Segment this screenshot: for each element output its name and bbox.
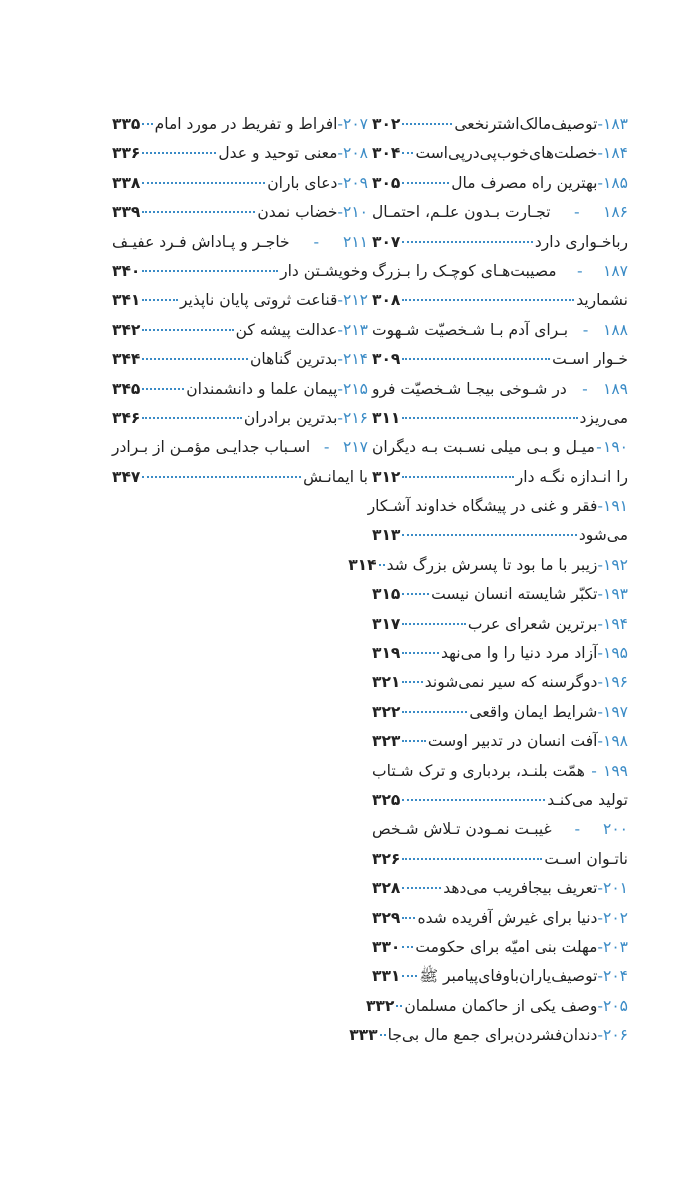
toc-entry-line: [112, 139, 368, 168]
toc-entry: [112, 198, 368, 227]
entry-title: دندان‌فشردن‌برای جمع مال بی‌جا: [387, 1026, 598, 1045]
toc-entry-line: [372, 169, 628, 198]
entry-dash: -: [582, 379, 588, 398]
entry-number: ۱۹۹: [603, 761, 628, 780]
entry-title: عدالت پیشه کن: [235, 320, 338, 339]
toc-entry: [372, 815, 628, 874]
entry-page-number: ۳۴۱: [112, 291, 141, 310]
entry-page-number: ۳۰۴: [372, 144, 401, 163]
dot-leader: [142, 328, 233, 331]
entry-dash: -: [597, 644, 604, 663]
entry-page-number: ۳۲۶: [372, 849, 401, 868]
toc-entry-line: [112, 110, 368, 139]
toc-entry: [372, 139, 628, 168]
entry-number: ۱۸۷: [603, 261, 628, 280]
entry-page-number: ۳۱۹: [372, 644, 401, 663]
toc-entry-line: [372, 904, 628, 933]
toc-entry-line: [112, 345, 368, 374]
dot-leader: [402, 798, 545, 801]
entry-title: تکبّر شایسته انسان نیست: [431, 585, 598, 604]
toc-entry-line: [372, 757, 628, 786]
dot-leader: [402, 916, 415, 919]
toc-entry: [112, 169, 368, 198]
toc-entry-line: [372, 110, 628, 139]
entry-dash: -: [597, 702, 604, 721]
toc-entry: [372, 757, 628, 816]
toc-entry: [112, 375, 368, 404]
entry-title: خاجـر و پـاداش فـرد عفیـف: [112, 232, 290, 251]
dot-leader: [402, 622, 465, 625]
entry-title: اسـباب جدایـی مؤمـن از بـرادر: [112, 438, 311, 457]
entry-page-number: ۳۲۳: [372, 732, 401, 751]
entry-title: خصلت‌های‌خوب‌پی‌درپی‌است: [415, 144, 598, 163]
entry-number: ۱۹۴: [603, 614, 628, 633]
entry-number: ۱۸۹: [603, 379, 628, 398]
entry-dash: -: [597, 732, 604, 751]
entry-number: ۲۱۶: [343, 408, 368, 427]
entry-title: وصف یکی از حاکمان مسلمان: [404, 996, 598, 1015]
entry-page-number: ۳۳۰: [372, 937, 401, 956]
toc-entry: [372, 904, 628, 933]
toc-entry-line: [365, 992, 628, 1021]
entry-page-number: ۳۴۷: [112, 467, 141, 486]
entry-page-number: ۳۰۹: [372, 350, 401, 369]
entry-page-number: ۳۰۵: [372, 173, 401, 192]
entry-page-number: ۳۳۲: [365, 996, 395, 1015]
toc-entry-line: [372, 316, 628, 345]
dot-leader: [142, 357, 248, 360]
entry-title: همّت بلنـد، بردباری و ترک شـتاب: [372, 761, 585, 780]
entry-title-continued: با ایمانـش: [303, 467, 368, 486]
toc-entry-line: [112, 169, 368, 198]
toc-entry-line: [372, 345, 628, 374]
entry-number: ۲۱۵: [343, 379, 368, 398]
dot-leader: [142, 298, 178, 301]
entry-title-continued: می‌شود: [578, 526, 628, 545]
entry-dash: -: [574, 820, 581, 839]
toc-entry-line: [372, 228, 628, 257]
entry-dash: -: [337, 379, 344, 398]
entry-title: افراط و تفریط در مورد امام: [154, 115, 338, 133]
dot-leader: [402, 739, 425, 742]
entry-title: دنیا برای غیرش آفریده شده: [417, 908, 598, 927]
entry-number: ۱۹۶: [603, 673, 628, 692]
entry-number: ۱۹۸: [603, 732, 628, 751]
entry-number: ۲۰۸: [343, 144, 368, 163]
toc-entry-line: [349, 1021, 628, 1050]
toc-entry: [372, 874, 628, 903]
toc-entry-line: [372, 198, 628, 227]
dot-leader: [402, 298, 574, 301]
toc-entry-line: [112, 375, 368, 404]
toc-entry: [372, 198, 628, 257]
entry-number: ۲۰۵: [603, 996, 628, 1015]
entry-number: ۲۰۴: [603, 967, 628, 986]
entry-title: مصیبت‌هـای کوچـک را بـزرگ: [372, 261, 557, 280]
entry-dash: -: [574, 203, 580, 222]
dot-leader: [402, 533, 576, 536]
toc-entry: [372, 933, 628, 962]
toc-entry: [349, 1021, 628, 1050]
toc-entry: [112, 228, 368, 287]
entry-title: معنی توحید و عدل: [218, 144, 338, 163]
toc-entry-line: [372, 786, 628, 815]
entry-page-number: ۳۰۲: [372, 115, 401, 133]
entry-number: ۲۱۰: [343, 203, 368, 222]
toc-entry-line: [372, 698, 628, 727]
entry-title-continued: می‌ریزد: [579, 408, 628, 427]
entry-number: ۲۰۷: [343, 115, 368, 133]
entry-title: قناعت ثروتی پایان ناپذیر: [179, 291, 338, 310]
dot-leader: [142, 416, 241, 419]
entry-dash: -: [597, 996, 604, 1015]
entry-page-number: ۳۲۲: [372, 702, 401, 721]
entry-dash: -: [597, 967, 604, 986]
dot-leader: [142, 181, 265, 184]
entry-number: ۲۱۷: [343, 438, 368, 457]
entry-page-number: ۳۲۵: [372, 790, 401, 809]
entry-number: ۱۹۲: [603, 555, 628, 574]
entry-dash: -: [597, 585, 604, 604]
entry-dash: -: [337, 291, 344, 310]
entry-page-number: ۳۳۵: [112, 115, 141, 133]
dot-leader: [142, 151, 216, 154]
dot-leader: [402, 475, 513, 478]
entry-dash: -: [597, 115, 604, 133]
entry-dash: -: [337, 144, 344, 163]
dot-leader: [402, 710, 467, 713]
entry-title: دوگرسنه که سیر نمی‌شوند: [424, 673, 598, 692]
entry-page-number: ۳۱۱: [372, 408, 401, 427]
toc-entry: [112, 433, 368, 492]
toc-entry-line: [372, 639, 628, 668]
dot-leader: [379, 563, 385, 566]
dot-leader: [142, 269, 278, 272]
entry-title: آفت انسان در تدبیر اوست: [427, 732, 598, 751]
entry-page-number: ۳۱۴: [348, 555, 377, 574]
entry-title: آزاد مرد دنیا را وا می‌نهد: [441, 644, 598, 663]
toc-entry-line: [372, 404, 628, 433]
dot-leader: [402, 151, 413, 154]
entry-page-number: ۳۰۸: [372, 291, 401, 310]
entry-title: توصیف‌مالک‌اشترنخعی: [454, 115, 598, 133]
entry-page-number: ۳۳۶: [112, 144, 141, 163]
entry-dash: -: [337, 115, 344, 133]
toc-entry: [112, 139, 368, 168]
entry-number: ۱۹۳: [603, 585, 628, 604]
entry-page-number: ۳۴۵: [112, 379, 141, 398]
entry-title: فقر و غنی در پیشگاه خداوند آشـکار: [367, 497, 598, 516]
toc-entry: [365, 992, 628, 1021]
entry-page-number: ۳۱۲: [372, 467, 401, 486]
entry-dash: -: [337, 408, 344, 427]
entry-page-number: ۳۳۳: [349, 1026, 378, 1045]
entry-dash: -: [582, 320, 589, 339]
dot-leader: [142, 210, 255, 213]
toc-entry: [112, 404, 368, 433]
entry-number: ۲۱۴: [343, 350, 368, 369]
entry-title: پیمان علما و دانشمندان: [186, 379, 338, 398]
entry-title-continued: ناتـوان اسـت: [544, 849, 628, 868]
toc-entry: [372, 433, 628, 492]
toc-entry-line: [372, 375, 628, 404]
entry-title-continued: تولید می‌کنـد: [547, 790, 628, 809]
entry-number: ۱۸۵: [603, 173, 628, 192]
dot-leader: [402, 680, 422, 683]
dot-leader: [402, 592, 429, 595]
toc-entry-line: [112, 433, 368, 462]
toc-entry: [372, 375, 628, 434]
toc-entry-line: [112, 257, 368, 286]
dot-leader: [402, 122, 452, 125]
entry-dash: -: [597, 614, 604, 633]
entry-number: ۲۱۲: [343, 291, 368, 310]
toc-entry-line: [372, 962, 628, 991]
entry-title: توصیف‌یاران‌باوفای‌پیامبر ﷺ: [419, 967, 598, 986]
entry-title: بدترین گناهان: [250, 350, 338, 369]
entry-dash: -: [597, 937, 604, 956]
dot-leader: [402, 974, 417, 977]
toc-entry: [372, 316, 628, 375]
entry-title: برترین شعرای عرب: [467, 614, 598, 633]
toc-entry-line: [372, 521, 628, 550]
entry-title: میـل و بـی میلی نسـبت بـه دیگران: [372, 438, 595, 457]
toc-entry: [372, 580, 628, 609]
entry-dash: -: [597, 673, 604, 692]
toc-entry: [372, 639, 628, 668]
entry-title-continued: وخویشـتن دار: [280, 261, 368, 280]
entry-page-number: ۳۴۶: [112, 408, 141, 427]
dot-leader: [142, 387, 184, 390]
dot-leader: [380, 1033, 386, 1036]
toc-entry: [367, 492, 628, 551]
toc-entry-line: [112, 198, 368, 227]
toc-entry-line: [112, 463, 368, 492]
entry-title: تعریف بیجافریب می‌دهد: [443, 879, 598, 898]
toc-entry-line: [372, 727, 628, 756]
entry-number: ۱۹۰: [603, 438, 628, 457]
entry-page-number: ۳۴۴: [112, 350, 141, 369]
toc-left-column: [112, 110, 368, 492]
entry-number: ۱۹۷: [603, 702, 628, 721]
entry-number: ۲۰۰: [603, 820, 628, 839]
dot-leader: [402, 357, 550, 360]
dot-leader: [402, 886, 441, 889]
entry-dash: -: [337, 320, 344, 339]
entry-number: ۲۰۱: [603, 879, 628, 898]
toc-entry-line: [112, 316, 368, 345]
entry-page-number: ۳۳۹: [112, 203, 141, 222]
entry-page-number: ۳۲۱: [372, 673, 401, 692]
toc-entry: [372, 169, 628, 198]
entry-dash: -: [577, 261, 583, 280]
toc-entry-line: [372, 580, 628, 609]
dot-leader: [142, 122, 152, 125]
dot-leader: [396, 1004, 402, 1007]
dot-leader: [402, 651, 439, 654]
entry-dash: -: [597, 497, 604, 516]
entry-page-number: ۳۴۰: [112, 261, 141, 280]
entry-title: خضاب نمدن: [257, 203, 338, 222]
entry-number: ۱۹۱: [603, 497, 628, 516]
toc-entry-line: [372, 463, 628, 492]
entry-number: ۱۸۸: [603, 320, 628, 339]
toc-entry-line: [367, 492, 628, 521]
entry-title: بـرای آدم بـا شـخصیّت شـهوت: [372, 320, 569, 339]
toc-entry: [112, 345, 368, 374]
entry-page-number: ۳۴۲: [112, 320, 141, 339]
dot-leader: [402, 857, 542, 860]
toc-entry-line: [112, 404, 368, 433]
entry-dash: -: [337, 203, 344, 222]
toc-entry-line: [372, 139, 628, 168]
entry-title: مهلت بنی امیّه برای حکومت: [415, 937, 598, 956]
entry-dash: -: [597, 144, 604, 163]
entry-number: ۱۸۳: [603, 115, 628, 133]
dot-leader: [142, 475, 301, 478]
entry-page-number: ۳۲۸: [372, 879, 401, 898]
toc-entry: [372, 668, 628, 697]
toc-entry: [372, 110, 628, 139]
toc-entry: [372, 962, 628, 991]
entry-title: غیبـت نمـودن تـلاش شـخص: [372, 820, 552, 839]
entry-number: ۱۸۶: [603, 203, 628, 222]
entry-page-number: ۳۱۵: [372, 585, 401, 604]
toc-entry-line: [372, 668, 628, 697]
entry-number: ۲۰۲: [603, 908, 628, 927]
dot-leader: [402, 945, 413, 948]
entry-number: ۲۰۹: [343, 173, 368, 192]
entry-dash: -: [597, 908, 604, 927]
entry-dash: -: [597, 1026, 604, 1045]
dot-leader: [402, 181, 449, 184]
entry-title: بدترین برادران: [243, 408, 338, 427]
entry-dash: -: [337, 173, 344, 192]
entry-title-continued: نشمارید: [576, 291, 628, 310]
entry-page-number: ۳۳۱: [372, 967, 401, 986]
entry-number: ۱۹۵: [603, 644, 628, 663]
toc-entry-line: [348, 551, 628, 580]
toc-entry: [112, 286, 368, 315]
entry-title: زیبر با ما بود تا پسرش بزرگ شد: [386, 555, 598, 574]
entry-page-number: ۳۲۹: [372, 908, 401, 927]
entry-dash: -: [597, 879, 604, 898]
entry-title: شرایط ایمان واقعی: [469, 702, 598, 721]
entry-dash: -: [597, 173, 604, 192]
toc-entry-line: [112, 228, 368, 257]
toc-entry-line: [372, 257, 628, 286]
toc-entry: [112, 316, 368, 345]
toc-entry-line: [372, 933, 628, 962]
toc-entry-line: [372, 610, 628, 639]
entry-title: در شـوخی بیجـا شـخصیّت فرو: [372, 379, 567, 398]
toc-entry-line: [372, 815, 628, 844]
entry-number: ۲۰۳: [603, 937, 628, 956]
dot-leader: [402, 416, 577, 419]
entry-number: ۲۰۶: [603, 1026, 628, 1045]
toc-entry: [348, 551, 628, 580]
entry-dash: -: [597, 555, 604, 574]
toc-entry: [372, 610, 628, 639]
entry-title-continued: را انـدازه نگـه دار: [515, 467, 628, 486]
toc-entry: [372, 698, 628, 727]
toc-entry-line: [372, 874, 628, 903]
entry-dash: -: [337, 350, 344, 369]
toc-entry-line: [112, 286, 368, 315]
toc-entry: [372, 727, 628, 756]
entry-title: دعای باران: [267, 173, 338, 192]
entry-number: ۲۱۱: [343, 232, 368, 251]
entry-dash: -: [596, 438, 602, 457]
toc-entry-line: [372, 286, 628, 315]
entry-dash: -: [313, 232, 320, 251]
entry-title: بهترین راه مصرف مال: [451, 173, 598, 192]
entry-page-number: ۳۱۳: [372, 526, 401, 545]
toc-entry: [112, 110, 368, 139]
entry-page-number: ۳۱۷: [372, 614, 401, 633]
dot-leader: [402, 240, 533, 243]
toc-entry-line: [372, 433, 628, 462]
entry-title-continued: رباخـواری دارد: [534, 232, 628, 251]
entry-title: تجـارت بـدون علـم، احتمـال: [372, 203, 551, 222]
entry-page-number: ۳۳۸: [112, 173, 141, 192]
entry-number: ۱۸۴: [603, 144, 628, 163]
entry-title-continued: خـوار اسـت: [552, 350, 628, 369]
toc-entry: [372, 257, 628, 316]
entry-number: ۲۱۳: [343, 320, 368, 339]
toc-entry-line: [372, 845, 628, 874]
entry-dash: -: [591, 761, 597, 780]
entry-dash: -: [323, 438, 330, 457]
entry-page-number: ۳۰۷: [372, 232, 401, 251]
